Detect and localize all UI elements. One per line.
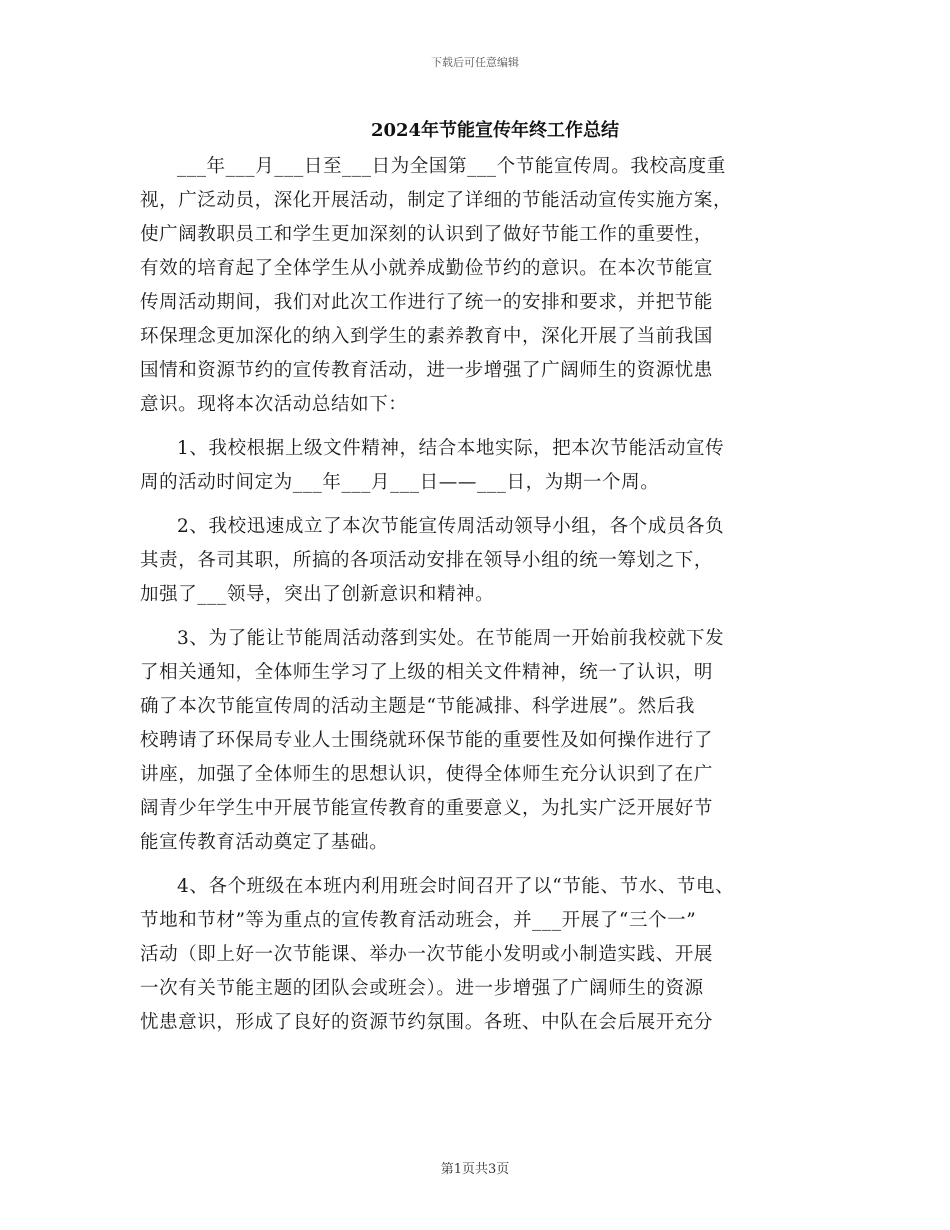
- body-line: ___年___月___日至___日为全国第___个节能宣传周。我校高度重: [177, 156, 726, 177]
- body-line: 视，广泛动员，深化开展活动，制定了详细的节能活动宣传实施方案，: [140, 190, 733, 211]
- body-line: 确了本次节能宣传周的活动主题是“节能减排、科学进展”。然后我: [140, 696, 695, 717]
- body-line: 周的活动时间定为___年___月___日——___日，为期一个周。: [140, 472, 660, 493]
- body-line: 节地和节材”等为重点的宣传教育活动班会，并___开展了“三个一”: [140, 910, 697, 931]
- body-line: 加强了___领导，突出了创新意识和精神。: [140, 584, 495, 605]
- body-line: 讲座，加强了全体师生的思想认识，使得全体师生充分认识到了在广: [140, 764, 714, 785]
- body-line: 忧患意识，形成了良好的资源节约氛围。各班、中队在会后展开充分: [140, 1012, 714, 1033]
- body-line: 使广阔教职员工和学生更加深刻的认识到了做好节能工作的重要性，: [140, 224, 714, 245]
- body-line: 校聘请了环保局专业人士围绕就环保节能的重要性及如何操作进行了: [140, 730, 714, 751]
- header-note: 下载后可任意编辑: [431, 56, 519, 69]
- body-line: 了相关通知，全体师生学习了上级的相关文件精神，统一了认识，明: [140, 662, 714, 683]
- body-line: 1、我校根据上级文件精神，结合本地实际，把本次节能活动宣传: [177, 438, 725, 459]
- document-title: 2024年节能宣传年终工作总结: [370, 120, 620, 141]
- body-line: 有效的培育起了全体学生从小就养成勤俭节约的意识。在本次节能宣: [140, 258, 714, 279]
- body-line: 能宣传教育活动奠定了基础。: [140, 832, 389, 853]
- body-line: 环保理念更加深化的纳入到学生的素养教育中，深化开展了当前我国: [140, 326, 714, 347]
- body-line: 3、为了能让节能周活动落到实处。在节能周一开始前我校就下发: [177, 628, 725, 649]
- body-line: 2、我校迅速成立了本次节能宣传周活动领导小组，各个成员各负: [177, 516, 725, 537]
- body-line: 4、各个班级在本班内利用班会时间召开了以“节能、节水、节电、: [177, 876, 735, 897]
- body-line: 国情和资源节约的宣传教育活动，进一步增强了广阔师生的资源忧患: [140, 360, 714, 381]
- body-line: 意识。现将本次活动总结如下：: [140, 394, 408, 415]
- body-line: 活动（即上好一次节能课、举办一次节能小发明或小制造实践、开展: [140, 944, 714, 965]
- page-number: 第1页共3页: [440, 1162, 510, 1177]
- body-line: 其责，各司其职，所搞的各项活动安排在领导小组的统一筹划之下，: [140, 550, 714, 571]
- body-line: 阔青少年学生中开展节能宣传教育的重要意义，为扎实广泛开展好节: [140, 798, 714, 819]
- body-line: 一次有关节能主题的团队会或班会）。进一步增强了广阔师生的资源: [140, 978, 704, 999]
- document-body: [140, 150, 810, 1040]
- body-line: 传周活动期间，我们对此次工作进行了统一的安排和要求，并把节能: [140, 292, 714, 313]
